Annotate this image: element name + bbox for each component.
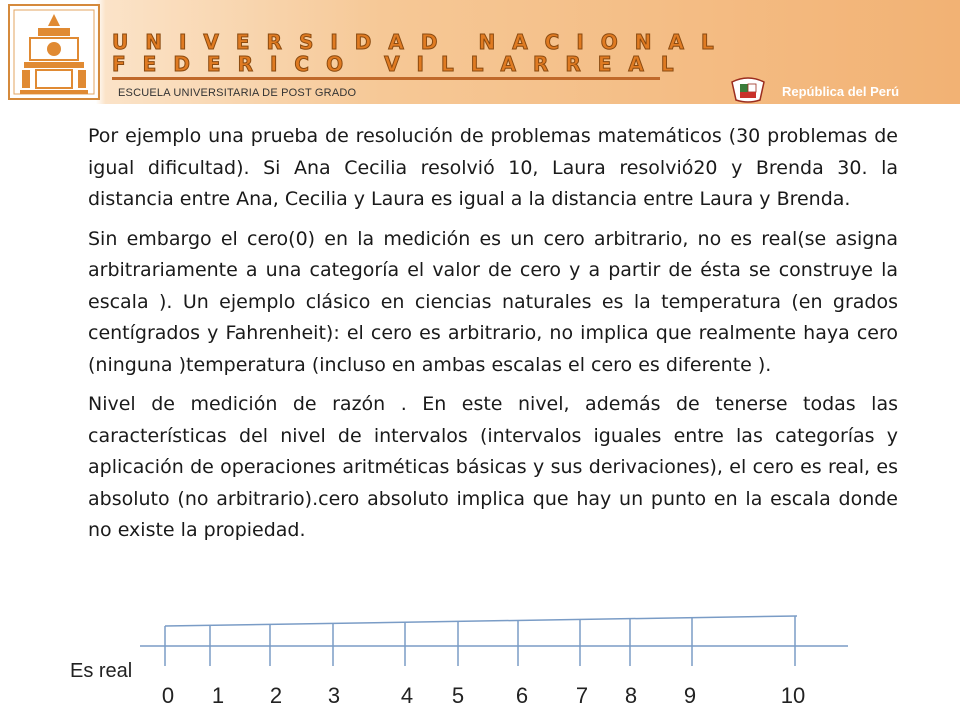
- peru-coat-of-arms-icon: [728, 74, 768, 104]
- title-underline: [112, 77, 660, 80]
- tick-label: 8: [624, 683, 638, 708]
- header-banner: [0, 0, 960, 104]
- university-name-line1: UNIVERSIDAD NACIONAL: [112, 30, 731, 54]
- tick-label: 7: [575, 683, 589, 708]
- tick-label: 4: [400, 683, 414, 708]
- paragraph-arbitrary-zero: Sin embargo el cero(0) en la medición es un cero arbitrario, no es real(se asigna arbitrariamente a una categoría el valor de cero y a partir de ésta se construye la escala ). Un ejemplo clásico en ciencias naturales es la temperatura (en grados centígrados y Fahrenheit): el cero es arbitrario, no implica que realmente haya cero (ninguna )temperatura (incluso en ambas escalas el cero es diferente ).: [88, 227, 898, 376]
- tick-label: 0: [161, 683, 175, 708]
- tick-label: 2: [269, 683, 283, 708]
- tick-label: 6: [515, 683, 529, 708]
- paragraph-ratio-level: Nivel de medición de razón . En este nivel, además de tenerse todas las características del nivel de intervalos (intervalos iguales entre las categorías y aplicación de operaciones aritméticas básicas y sus derivaciones), el cero es real, es absoluto (no arbitrario).cero absoluto implica que hay un punto en la escala donde no existe la propiedad.: [88, 393, 898, 541]
- paragraph-example: Por ejemplo una prueba de resolución de problemas matemáticos (30 problemas de igual dificultad). Si Ana Cecilia resolvió 10, Laura resolvió20 y Brenda 30. la distancia entre Ana, Cecilia y Laura es igual a la distancia entre Laura y Brenda.: [88, 125, 898, 210]
- tick-label: 9: [683, 683, 697, 708]
- university-crest-logo: [8, 4, 100, 100]
- tick-label: 10: [780, 683, 806, 708]
- university-name-line2: FEDERICO VILLARREAL: [112, 52, 691, 76]
- tick-label: 1: [211, 683, 225, 708]
- body-text: [88, 121, 898, 555]
- school-name: ESCUELA UNIVERSITARIA DE POST GRADO: [118, 87, 357, 99]
- scale-label: Es real: [70, 660, 133, 682]
- country-label: República del Perú: [782, 84, 900, 99]
- scale-top-line: [165, 616, 797, 626]
- tick-label: 5: [451, 683, 465, 708]
- ratio-scale-diagram: [0, 600, 960, 720]
- tick-label: 3: [327, 683, 341, 708]
